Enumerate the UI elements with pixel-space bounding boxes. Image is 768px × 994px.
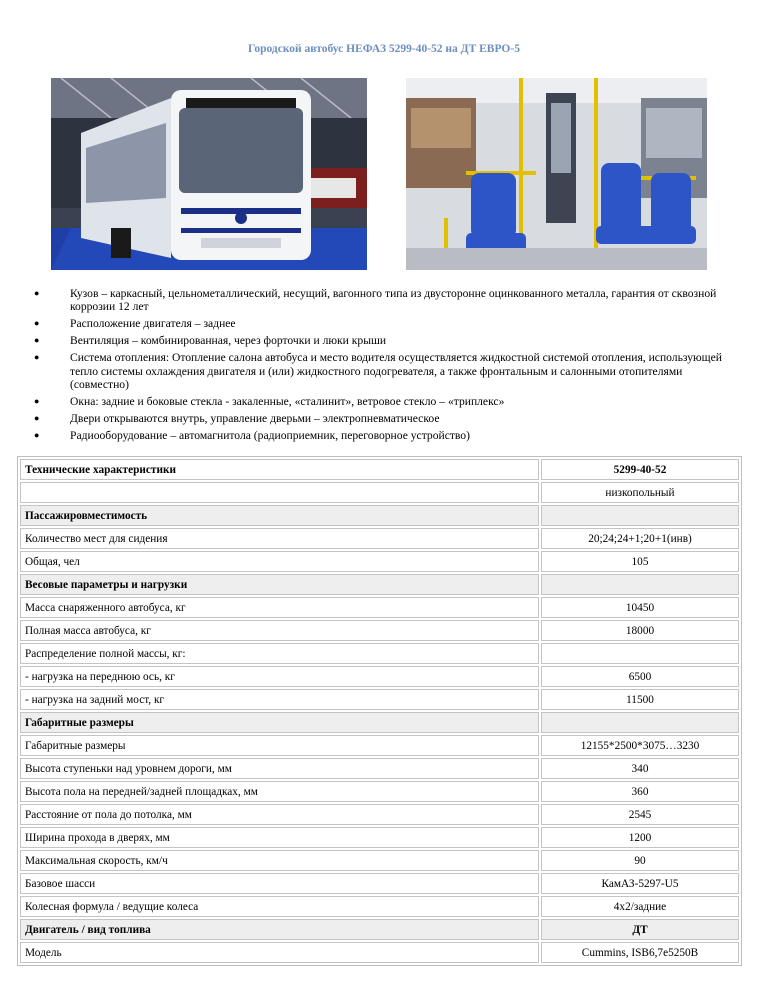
bus-interior-photo	[406, 78, 707, 270]
feature-item: ● Кузов – каркасный, цельнометаллический, несущий, вагонного типа из двусторонне оцинкованного металла, гарантия от сквозной коррозии 12 лет	[34, 287, 717, 314]
row-value: 10450	[541, 597, 739, 618]
row-label: Общая, чел	[20, 551, 539, 572]
table-row	[20, 666, 739, 687]
row-label: Габаритные размеры	[20, 735, 539, 756]
table-row	[20, 597, 739, 618]
row-label: Модель	[20, 942, 539, 963]
table-row	[20, 896, 739, 917]
table-row	[20, 827, 739, 848]
row-label: Высота ступеньки над уровнем дороги, мм	[20, 758, 539, 779]
row-value: низкопольный	[541, 482, 739, 503]
row-label: Колесная формула / ведущие колеса	[20, 896, 539, 917]
table-row	[20, 735, 739, 756]
table-row	[20, 482, 739, 503]
row-value: 1200	[541, 827, 739, 848]
row-value: 2545	[541, 804, 739, 825]
feature-item: ● Двери открываются внутрь, управление дверьми – электропневматическое	[34, 411, 440, 425]
row-label: Технические характеристики	[20, 459, 539, 480]
feature-item: ● Система отопления: Отопление салона автобуса и место водителя осуществляется жидкостной системой отопления, использующей тепло системы охлаждения двигателя и (или) жидкостного подогревателя, а также фронтальным и салонными отопителями (совместно)	[34, 351, 722, 391]
section-row	[20, 712, 739, 733]
row-label: Максимальная скорость, км/ч	[20, 850, 539, 871]
feature-item: ● Окна: задние и боковые стекла - закаленные, «сталинит», ветровое стекло – «триплекс»	[34, 394, 505, 408]
row-label: Весовые параметры и нагрузки	[20, 574, 539, 595]
page-title: Городской автобус НЕФАЗ 5299-40-52 на ДТ ЕВРО-5	[248, 43, 520, 55]
row-value: 6500	[541, 666, 739, 687]
row-label: Базовое шасси	[20, 873, 539, 894]
row-value: 360	[541, 781, 739, 802]
table-row	[20, 689, 739, 710]
row-value: ДТ	[541, 919, 739, 940]
row-label	[20, 482, 539, 503]
row-label: Полная масса автобуса, кг	[20, 620, 539, 641]
table-row	[20, 620, 739, 641]
row-label: - нагрузка на задний мост, кг	[20, 689, 539, 710]
bullet-icon: ●	[34, 352, 40, 363]
table-row	[20, 551, 739, 572]
feature-item: ● Вентиляция – комбинированная, через форточки и люки крыши	[34, 334, 387, 348]
row-label: Расстояние от пола до потолка, мм	[20, 804, 539, 825]
row-value: 12155*2500*3075…3230	[541, 735, 739, 756]
row-label: - нагрузка на переднюю ось, кг	[20, 666, 539, 687]
row-label: Масса снаряженного автобуса, кг	[20, 597, 539, 618]
table-row	[20, 643, 739, 664]
bullet-icon: ●	[34, 429, 40, 440]
section-row	[20, 505, 739, 526]
bullet-icon: ●	[34, 335, 40, 346]
row-value	[541, 505, 739, 526]
row-value	[541, 643, 739, 664]
row-value	[541, 574, 739, 595]
row-value: 340	[541, 758, 739, 779]
row-label: Количество мест для сидения	[20, 528, 539, 549]
bullet-icon: ●	[34, 318, 40, 329]
row-label: Ширина прохода в дверях, мм	[20, 827, 539, 848]
row-value: Cummins, ISB6,7e5250B	[541, 942, 739, 963]
bullet-icon: ●	[34, 288, 40, 298]
feature-item: ● Расположение двигателя – заднее	[34, 317, 236, 331]
row-label: Пассажировместимость	[20, 505, 539, 526]
row-value: 90	[541, 850, 739, 871]
row-value: 105	[541, 551, 739, 572]
table-row	[20, 528, 739, 549]
row-value: 11500	[541, 689, 739, 710]
row-value: 20;24;24+1;20+1(инв)	[541, 528, 739, 549]
row-label: Двигатель / вид топлива	[20, 919, 539, 940]
row-value: 4х2/задние	[541, 896, 739, 917]
feature-list	[30, 287, 730, 446]
row-label: Распределение полной массы, кг:	[20, 643, 539, 664]
table-row	[20, 758, 739, 779]
table-row	[20, 942, 739, 963]
table-row	[20, 781, 739, 802]
row-label: Габаритные размеры	[20, 712, 539, 733]
section-row	[20, 919, 739, 940]
spec-table	[17, 456, 742, 966]
row-value: КамАЗ-5297-U5	[541, 873, 739, 894]
row-value: 18000	[541, 620, 739, 641]
row-label: Высота пола на передней/задней площадках, мм	[20, 781, 539, 802]
table-row	[20, 873, 739, 894]
row-value	[541, 712, 739, 733]
bullet-icon: ●	[34, 412, 40, 423]
section-row	[20, 574, 739, 595]
bus-exterior-photo	[51, 78, 367, 270]
bullet-icon: ●	[34, 395, 40, 406]
table-row	[20, 804, 739, 825]
table-row	[20, 850, 739, 871]
table-row	[20, 459, 739, 480]
row-value: 5299-40-52	[541, 459, 739, 480]
feature-item: ● Радиооборудование – автомагнитола (радиоприемник, переговорное устройство)	[34, 428, 470, 442]
